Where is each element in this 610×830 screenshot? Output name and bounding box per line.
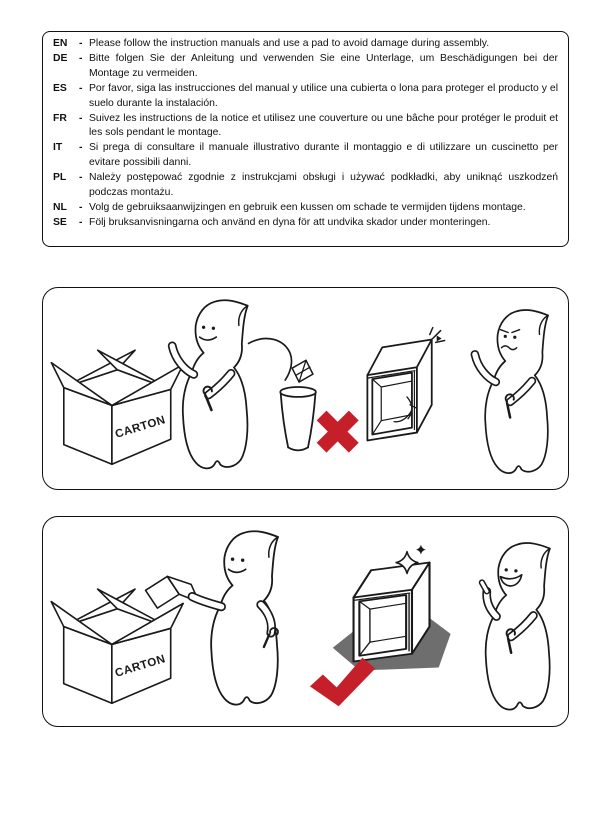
separator: -	[79, 112, 83, 124]
carton-label: CARTON	[113, 653, 168, 680]
carton-label: CARTON	[113, 414, 168, 441]
check-mark-icon	[310, 658, 375, 707]
mascot-worried	[475, 310, 548, 473]
separator: -	[79, 216, 83, 228]
language-code: IT	[53, 142, 63, 154]
instruction-text: Please follow the instruction manuals and use a pad to avoid damage during assembly.	[89, 38, 490, 49]
instruction-row-it	[53, 141, 558, 171]
cross-mark-icon	[305, 399, 369, 463]
instruction-row-se	[53, 216, 558, 231]
instruction-text: Por favor, siga las instrucciones del manual y utilice una cubierta o lona para proteger el producto y el suelo durante la instalación.	[89, 82, 558, 109]
instruction-row-es	[53, 82, 558, 112]
mascot-happy	[482, 543, 550, 710]
instruction-row-pl	[53, 171, 558, 201]
right-way-scene	[43, 517, 568, 726]
instruction-row-de	[53, 52, 558, 82]
instruction-text: Suivez les instructions de la notice et utilisez une couverture ou une bâche pour protéger le produit et les sols pendant le montage.	[89, 112, 558, 139]
instruction-text: Bitte folgen Sie der Anleitung und verwenden Sie eine Unterlage, um Beschädigungen bei der Montage zu vermeiden.	[89, 52, 558, 79]
carton-box	[51, 350, 183, 464]
separator: -	[79, 82, 83, 94]
instruction-row-fr	[53, 112, 558, 142]
language-code: EN	[53, 38, 68, 49]
separator: -	[79, 172, 83, 184]
instruction-row-en	[53, 37, 558, 52]
carton-box	[51, 589, 183, 703]
language-code: PL	[53, 172, 67, 184]
language-code: SE	[53, 216, 67, 228]
language-code: ES	[53, 82, 67, 94]
instruction-text: Volg de gebruiksaanwijzingen en gebruik een kussen om schade te vermijden tijdens montage.	[89, 201, 526, 213]
warning-text-box	[42, 31, 569, 247]
panel-wrong-way	[42, 287, 569, 490]
separator: -	[79, 201, 83, 213]
mascot-tossing-manual	[172, 300, 247, 468]
wrong-way-scene	[43, 288, 568, 489]
language-code: NL	[53, 201, 67, 213]
instruction-text: Si prega di consultare il manuale illustrativo durante il montaggio e di utilizzare un cuscinetto per evitare possibili danni.	[89, 142, 558, 169]
damaged-cabinet	[367, 328, 444, 441]
instruction-text: Följ bruksanvisningarna och använd en dyna för att undvika skador under monteringen.	[89, 216, 491, 228]
panel-right-way	[42, 516, 569, 727]
language-code: FR	[53, 112, 67, 124]
toss-arc-arrow	[249, 339, 292, 381]
separator: -	[79, 52, 83, 64]
trash-bin	[280, 360, 316, 450]
separator: -	[79, 38, 83, 49]
instruction-text: Należy postępować zgodnie z instrukcjami obsługi i używać podkładki, aby uniknąć uszkodzeń podczas montażu.	[89, 172, 558, 199]
separator: -	[79, 142, 83, 154]
instruction-row-nl	[53, 201, 558, 216]
mascot-reading-manual	[192, 531, 281, 704]
language-code: DE	[53, 52, 68, 64]
manual-in-bin	[292, 360, 313, 382]
